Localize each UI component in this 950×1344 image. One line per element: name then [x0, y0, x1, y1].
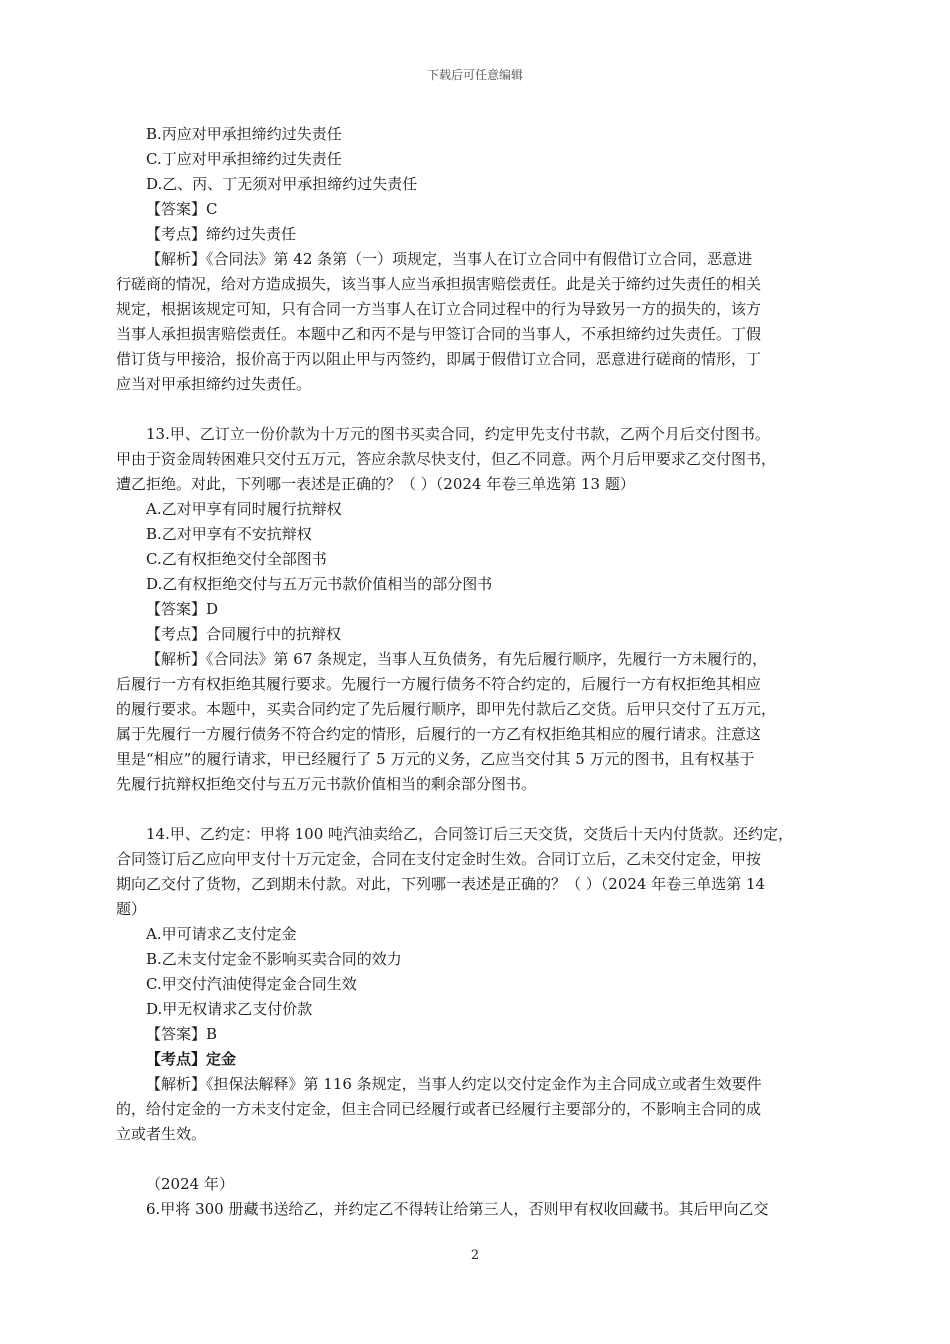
q14-answer: 【答案】B	[146, 1025, 218, 1043]
q13-analysis-line: 后履行一方有权拒绝其履行要求。先履行一方履行债务不符合约定的，后履行一方有权拒绝其相应	[116, 675, 762, 693]
q12-analysis-line: 借订货与甲接洽，报价高于丙以阻止甲与丙签约，即属于假借订立合同，恶意进行磋商的情形，丁	[116, 350, 762, 368]
q13-option-b: B.乙对甲享有不安抗辩权	[146, 525, 312, 543]
q12-answer: 【答案】C	[146, 200, 218, 218]
q13-analysis-line: 属于先履行一方履行债务不符合约定的情形，后履行的一方乙有权拒绝其相应的履行请求。注意这	[116, 725, 762, 743]
q14-stem-line: 期向乙交付了货物，乙到期未付款。对此，下列哪一表述是正确的？（ ）（2024 年卷三单选第 14	[116, 875, 766, 893]
q12-analysis-line: 【解析】《合同法》第 42 条第（一）项规定，当事人在订立合同中有假借订立合同，恶意进	[146, 250, 753, 268]
q12-option-d: D.乙、丙、丁无须对甲承担缔约过失责任	[146, 175, 418, 193]
q13-option-d: D.乙有权拒绝交付与五万元书款价值相当的部分图书	[146, 575, 493, 593]
q13-analysis-line: 里是“相应”的履行请求，甲已经履行了 5 万元的义务，乙应当交付其 5 万元的图书，且有权基于	[116, 750, 755, 768]
page-number: 2	[470, 1248, 480, 1263]
q14-option-c: C.甲交付汽油使得定金合同生效	[146, 975, 357, 993]
spacer	[116, 1147, 838, 1172]
q13-analysis-line: 先履行抗辩权拒绝交付与五万元书款价值相当的剩余部分图书。	[116, 775, 537, 793]
q6-stem-line: 6.甲将 300 册藏书送给乙，并约定乙不得转让给第三人，否则甲有权收回藏书。其后甲向乙交	[146, 1200, 769, 1218]
q12-analysis-line: 应当对甲承担缔约过失责任。	[116, 375, 312, 393]
q12-option-c: C.丁应对甲承担缔约过失责任	[146, 150, 342, 168]
q13-stem-line: 遭乙拒绝。对此，下列哪一表述是正确的？（ ）（2024 年卷三单选第 13 题）	[116, 475, 635, 493]
q13-analysis-line: 【解析】《合同法》第 67 条规定，当事人互负债务，有先后履行顺序，先履行一方未履行的，	[146, 650, 768, 668]
q12-key-point: 【考点】缔约过失责任	[146, 225, 297, 243]
q14-stem-line: 14.甲、乙约定：甲将 100 吨汽油卖给乙，合同签订后三天交货，交货后十天内付货款。还约定，	[146, 825, 794, 843]
q14-analysis-line: 【解析】《担保法解释》第 116 条规定，当事人约定以交付定金作为主合同成立或者生效要件	[146, 1075, 762, 1093]
section-year-heading: （2024 年）	[146, 1175, 234, 1193]
page-header: 下载后可任意编辑	[426, 68, 523, 82]
document-body	[116, 122, 838, 1222]
q13-option-a: A.乙对甲享有同时履行抗辩权	[146, 500, 342, 518]
spacer	[116, 397, 838, 422]
q13-stem-line: 甲由于资金周转困难只交付五万元，答应余款尽快支付，但乙不同意。两个月后甲要求乙交付图书，	[116, 450, 777, 468]
q14-option-a: A.甲可请求乙支付定金	[146, 925, 297, 943]
q13-option-c: C.乙有权拒绝交付全部图书	[146, 550, 327, 568]
q13-key-point: 【考点】合同履行中的抗辩权	[146, 625, 342, 643]
q13-analysis-line: 的履行要求。本题中，买卖合同约定了先后履行顺序，即甲先付款后乙交货。后甲只交付了五万元，	[116, 700, 777, 718]
q12-analysis-line: 行磋商的情况，给对方造成损失，该当事人应当承担损害赔偿责任。此是关于缔约过失责任的相关	[116, 275, 762, 293]
q14-option-b: B.乙未支付定金不影响买卖合同的效力	[146, 950, 402, 968]
q13-answer: 【答案】D	[146, 600, 219, 618]
q14-analysis-line: 立或者生效。	[116, 1125, 207, 1143]
q12-option-b: B.丙应对甲承担缔约过失责任	[146, 125, 342, 143]
q12-analysis-line: 规定，根据该规定可知，只有合同一方当事人在订立合同过程中的行为导致另一方的损失的，该方	[116, 300, 762, 318]
q12-analysis-line: 当事人承担损害赔偿责任。本题中乙和丙不是与甲签订合同的当事人，不承担缔约过失责任。丁假	[116, 325, 762, 343]
q14-option-d: D.甲无权请求乙支付价款	[146, 1000, 313, 1018]
q14-key-point: 【考点】定金	[146, 1050, 237, 1068]
spacer	[116, 797, 838, 822]
q14-stem-line: 合同签订后乙应向甲支付十万元定金，合同在支付定金时生效。合同订立后，乙未交付定金，甲按	[116, 850, 762, 868]
q13-stem-line: 13.甲、乙订立一份价款为十万元的图书买卖合同，约定甲先支付书款，乙两个月后交付图书。	[146, 425, 770, 443]
q14-stem-line: 题）	[116, 900, 147, 918]
q14-analysis-line: 的，给付定金的一方未支付定金，但主合同已经履行或者已经履行主要部分的，不影响主合同的成	[116, 1100, 762, 1118]
